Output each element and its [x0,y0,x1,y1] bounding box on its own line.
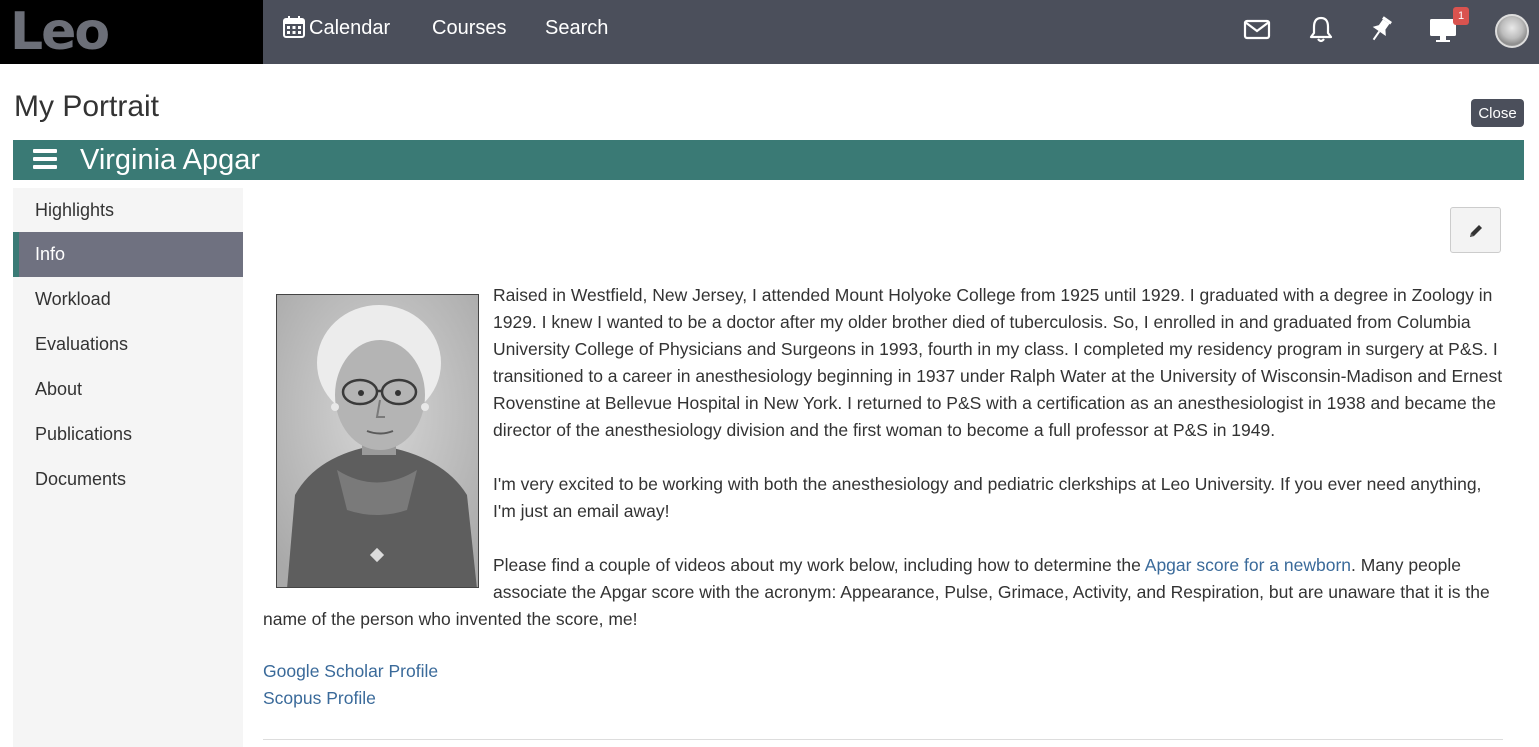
bio-paragraph-1: Raised in Westfield, New Jersey, I attended Mount Holyoke College from 1925 until 1929. I graduated with a degree in Zoology in 1929. I knew I wanted to be a doctor after my older brother died of tuberculosis. So, I enrolled in and graduated from Columbia University College of Physicians and Surgeons in 1993, fourth in my class. I completed my residency program in surgery at P&S. I transitioned to a career in anesthesiology beginning in 1937 under Ralph Water at the University of Wisconsin-Madison and Ernest Rovenstine at Bellevue Hospital in New York. I returned to P&S with a certification as an anesthesiologist in 1938 and became the director of the anesthesiology division and the first woman to become a full professor at P&S in 1949. [493,285,1503,440]
sidebar-item-about[interactable]: About [35,379,83,399]
content-divider [263,739,1503,740]
bio-paragraph-3: Please find a couple of videos about my work below, including how to determine the Apgar score for a newborn. Many people associate the Apgar score with the acronym: Appearance, Pulse, Grimace, Activity, and Respiration, but are unaware that it is the name of the person who invented the score, me! [263,555,1490,629]
notification-badge: 1 [1453,7,1469,25]
logo[interactable] [0,0,263,64]
pin-icon[interactable] [1366,14,1396,44]
sidebar-item-documents[interactable]: Documents [35,469,127,489]
top-navbar [0,0,1539,64]
profile-header-bar [13,140,1524,180]
profile-name: Virginia Apgar [80,144,261,176]
nav-calendar[interactable] [283,0,390,64]
profile-links [263,658,438,712]
hamburger-menu-icon[interactable] [33,149,57,171]
google-scholar-link[interactable]: Google Scholar Profile [263,661,439,681]
sidebar-item-evaluations[interactable]: Evaluations [35,334,129,354]
sidebar-item-info[interactable]: Info [13,232,243,277]
sidebar-item-workload[interactable]: Workload [35,289,111,309]
sidebar-item-publications[interactable]: Publications [35,424,133,444]
pencil-icon [1468,223,1484,239]
profile-sidebar [13,188,243,747]
envelope-icon[interactable] [1242,14,1272,44]
logo-text: Leo [10,2,109,62]
page-title: My Portrait [14,90,160,123]
bio-paragraph-2: I'm very excited to be working with both the anesthesiology and pediatric clerkships at Leo University. If you ever need anything, I'm just an email away! [493,474,1482,521]
user-avatar[interactable] [1495,14,1529,48]
edit-button[interactable] [1450,207,1501,253]
nav-courses[interactable]: Courses [432,17,507,39]
close-button[interactable]: Close [1471,99,1524,127]
calendar-icon [283,16,305,38]
nav-search[interactable]: Search [545,17,609,39]
profile-bio [263,282,1503,660]
sidebar-item-highlights[interactable]: Highlights [35,200,115,220]
bell-icon[interactable] [1306,14,1336,44]
apgar-score-link[interactable]: Apgar score for a newborn [1144,555,1352,575]
scopus-link[interactable]: Scopus Profile [263,688,376,708]
nav-calendar-label: Calendar [309,17,391,39]
